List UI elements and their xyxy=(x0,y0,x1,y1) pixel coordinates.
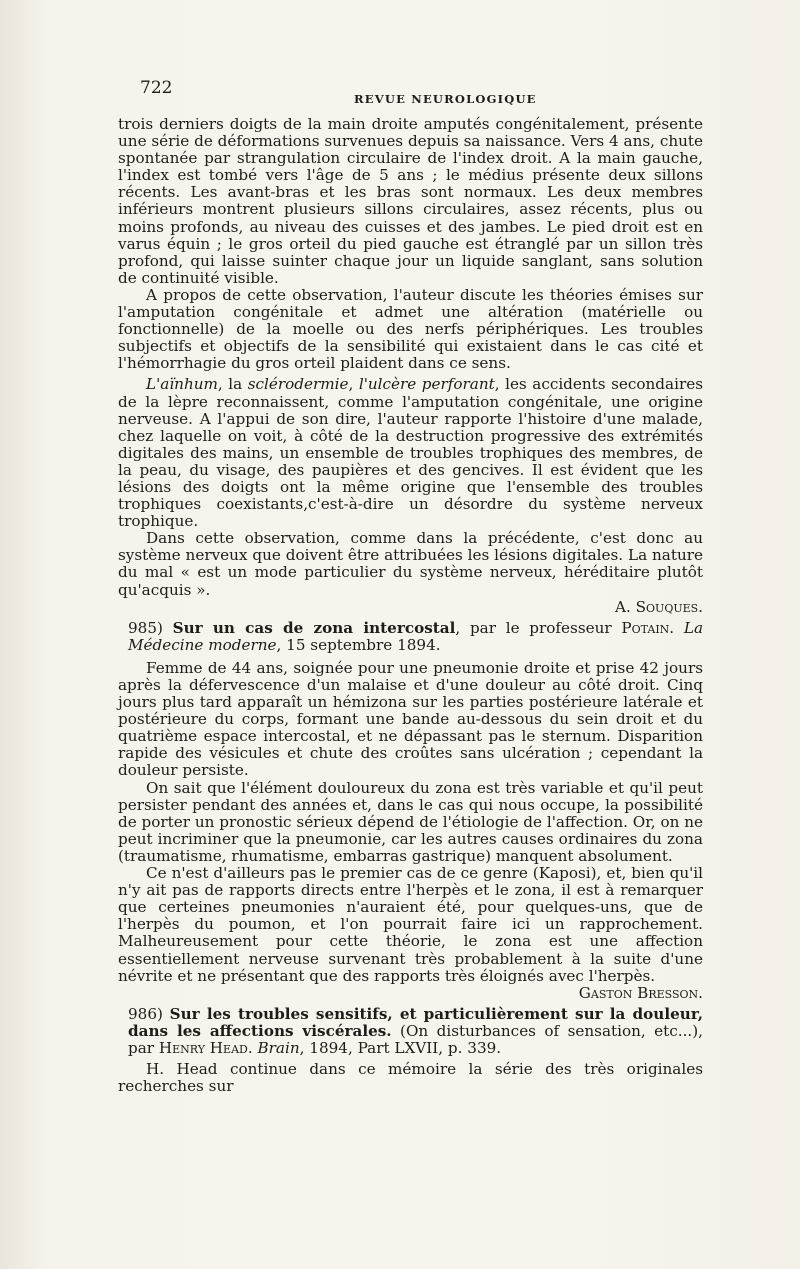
italic-term: l'ulcère perforant xyxy=(358,375,495,394)
paragraph: H. Head continue dans ce mémoire la série des très originales recherches sur xyxy=(118,1060,703,1096)
entry-title: Sur les troubles sensitifs, et particulièrement sur la douleur, dans les affections viscérales. xyxy=(128,1004,704,1040)
italic-term: L'aïnhum xyxy=(146,375,218,394)
entry-986-heading: 986) Sur les troubles sensitifs, et particulièrement sur la douleur, dans les affections viscérales. (On disturbances of sensation, etc...), par Henry Head. Brain, 1894, Part LXVII, p. 339. xyxy=(128,1004,704,1057)
entry-date: , 1894, Part LXVII, p. 339. xyxy=(299,1038,502,1057)
signature: A. Souques. xyxy=(615,597,703,616)
entry-date: , 15 septembre 1894. xyxy=(276,635,441,654)
running-title: REVUE NEUROLOGIQUE xyxy=(354,92,537,106)
entry-author: Henry Head xyxy=(158,1038,248,1057)
paragraph: Femme de 44 ans, soignée pour une pneumonie droite et prise 42 jours après la défervescence d'un malaise et d'une douleur au côté droit. Cinq jours plus tard apparaît un hémizona sur les parties postérieure latérale et postérieure du corps, formant une bande au-dessous du sein droit et du quatrième espace intercostal, et ne dépassant pas le sternum. Disparition rapide des vésicules et chute des croûtes sans ulcération ; cependant la douleur persiste. xyxy=(118,658,703,780)
entry-number: 986) xyxy=(128,1004,163,1023)
paragraph: Ce n'est d'ailleurs pas le premier cas de ce genre (Kaposi), et, bien qu'il n'y ait pas de rapports directs entre l'herpès et le zona, il est à remarquer que certeines pneumonies n'auraient été, pour quelques-uns, que de l'herpès du poumon, et l'on pourrait faire ici un rapprochement. Malheureusement pour cette théorie, le zona est une affection essentiellement nerveuse survenant très probablement à la suite d'une névrite et ne présentant que des rapports très éloignés avec l'herpès. xyxy=(118,864,703,985)
italic-term: sclérodermie xyxy=(247,375,349,394)
entry-title: Sur un cas de zona intercostal xyxy=(172,618,456,637)
article-body xyxy=(118,116,703,1095)
paragraph: Dans cette observation, comme dans la précédente, c'est donc au système nerveux que doivent être attribuées les lésions digitales. La nature du mal « est un mode particulier du système nerveux, héréditaire plutôt qu'acquis ». xyxy=(118,529,703,599)
entry-journal: Brain xyxy=(257,1038,300,1057)
paragraph: L'aïnhum, la sclérodermie, l'ulcère perforant, les accidents secondaires de la lèpre reconnaissent, comme l'amputation congénitale, une origine nerveuse. A l'appui de son dire, l'auteur rapporte l'histoire d'une malade, chez laquelle on voit, à côté de la destruction progressive des extrémités digitales des mains, un ensemble de troubles trophiques des membres, de la peau, du visage, des paupières et des gencives. Il est évident que les lésions des doigts ont la même origine que l'ensemble des troubles trophiques coexistants,c'est-à-dire un désordre du système nerveux trophique. xyxy=(118,375,703,531)
page-header xyxy=(140,78,700,108)
entry-985-heading: 985) Sur un cas de zona intercostal, par le professeur Potain. La Médecine moderne, 15 septembre 1894. xyxy=(128,618,704,654)
signature: Gaston Bresson. xyxy=(578,983,703,1002)
entry-author: Potain xyxy=(621,618,670,637)
paragraph: On sait que l'élément douloureux du zona est très variable et qu'il peut persister pendant des années et, dans le cas qui nous occupe, la possibilité de porter un pronostic sérieux dépend de l'étiologie de l'affection. Or, on ne peut incriminer que la pneumonie, car les autres causes ordinaires du zona (traumatisme, rhumatisme, embarras gastrique) manquent absolument. xyxy=(118,778,703,865)
paragraph: trois derniers doigts de la main droite amputés congénitalement, présente une série de déformations survenues depuis sa naissance. Vers 4 ans, chute spontanée par strangulation circulaire de l'index droit. A la main gauche, l'index est tombé vers l'âge de 5 ans ; le médius présente deux sillons récents. Les avant-bras et les bras sont normaux. Les deux membres inférieurs montrent plusieurs sillons circulaires, assez récents, plus ou moins profonds, au niveau des cuisses et des jambes. Le pied droit est en varus équin ; le gros orteil du pied gauche est étranglé par un sillon très profond, qui laisse suinter chaque jour un liquide sanglant, sans solution de continuité visible. xyxy=(118,115,703,287)
paragraph: A propos de cette observation, l'auteur discute les théories émises sur l'amputation congénitale et admet une altération (matérielle ou fonctionnelle) de la moelle ou des nerfs périphériques. Les troubles subjectifs et objectifs de la sensibilité qui existaient dans le cas cité et l'hémorrhagie du gros orteil plaident dans ce sens. xyxy=(118,285,703,373)
entry-journal: La Médecine moderne xyxy=(128,618,704,654)
page-number: 722 xyxy=(140,78,173,98)
entry-number: 985) xyxy=(128,618,163,637)
